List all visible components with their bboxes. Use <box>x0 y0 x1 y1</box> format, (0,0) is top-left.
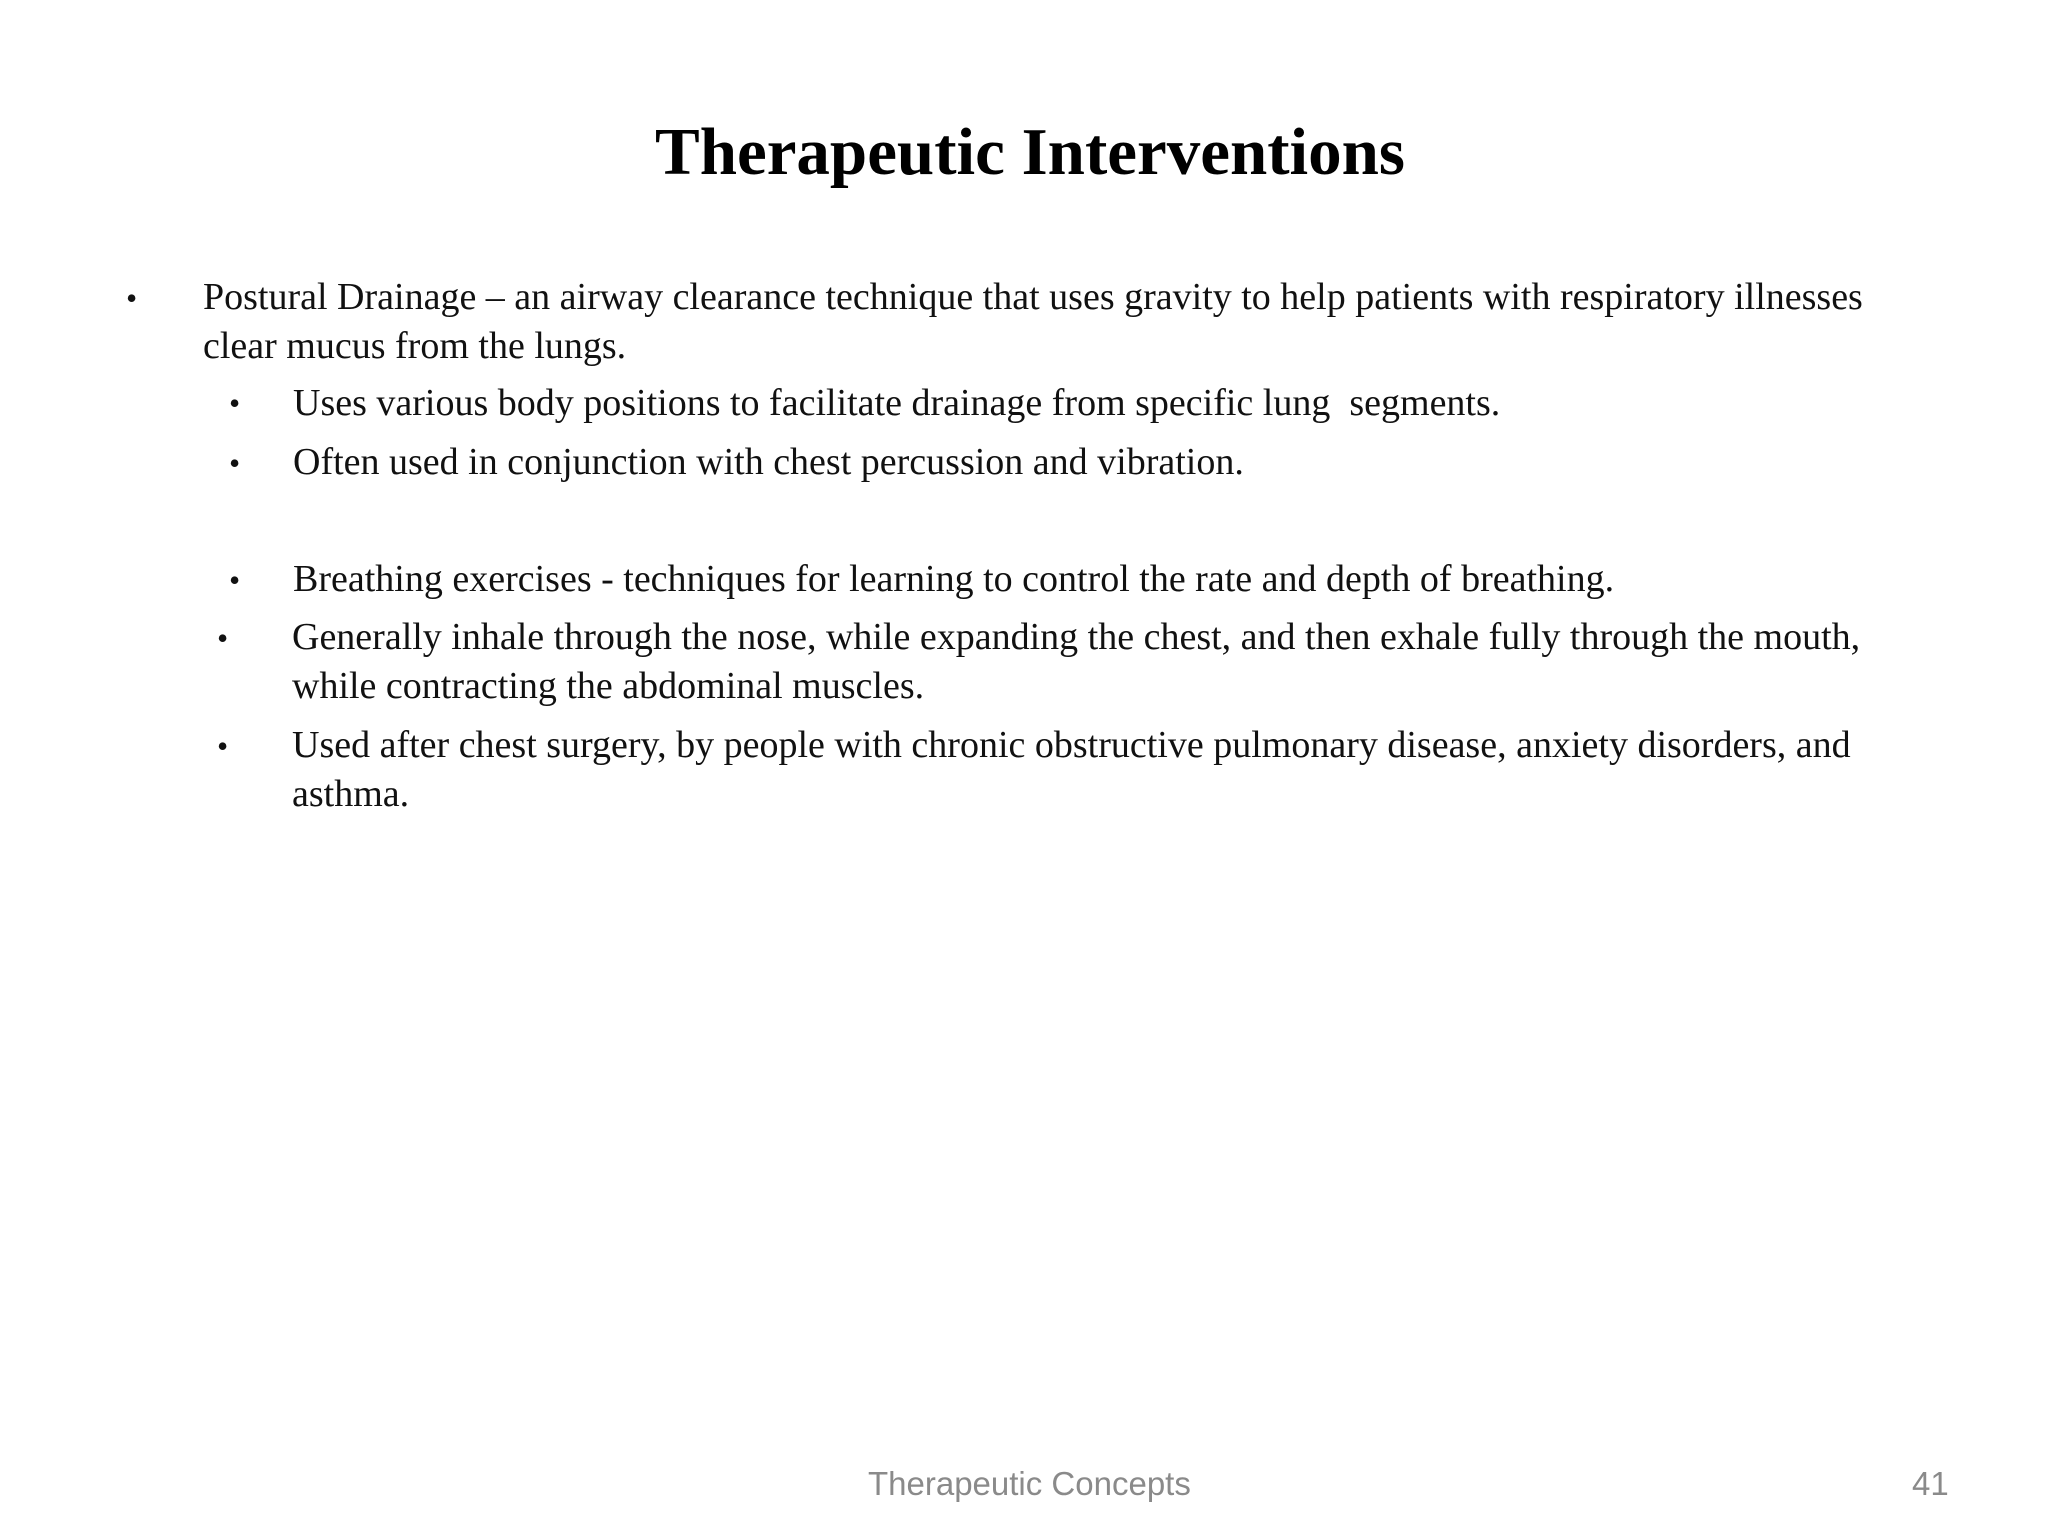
bullet-breathing-exercises: Breathing exercises - techniques for learning to control the rate and depth of breathing. <box>293 558 1615 600</box>
slide-title: Therapeutic Interventions <box>655 115 1405 189</box>
bullet-chest-percussion: Often used in conjunction with chest percussion and vibration. <box>293 441 1244 483</box>
bullet-dot: • <box>126 280 138 316</box>
bullet-postural-drainage: Postural Drainage – an airway clearance technique that uses gravity to help patients with respiratory illnesses clear mucus from the lungs. <box>203 276 1863 367</box>
bullet-dot: • <box>229 385 241 421</box>
footer-title: Therapeutic Concepts <box>868 1465 1191 1502</box>
bullet-inhale-exhale: Generally inhale through the nose, while expanding the chest, and then exhale fully through the mouth, while contracting the abdominal muscles. <box>292 616 1861 707</box>
bullet-used-after-surgery: Used after chest surgery, by people with chronic obstructive pulmonary disease, anxiety disorders, and asthma. <box>292 724 1851 815</box>
bullet-dot: • <box>229 562 241 598</box>
bullet-dot: • <box>217 728 229 764</box>
bullet-dot: • <box>229 445 241 481</box>
bullet-dot: • <box>217 620 229 656</box>
page-number: 41 <box>1912 1465 1949 1502</box>
bullet-body-positions: Uses various body positions to facilitate drainage from specific lung segments. <box>293 382 1501 424</box>
